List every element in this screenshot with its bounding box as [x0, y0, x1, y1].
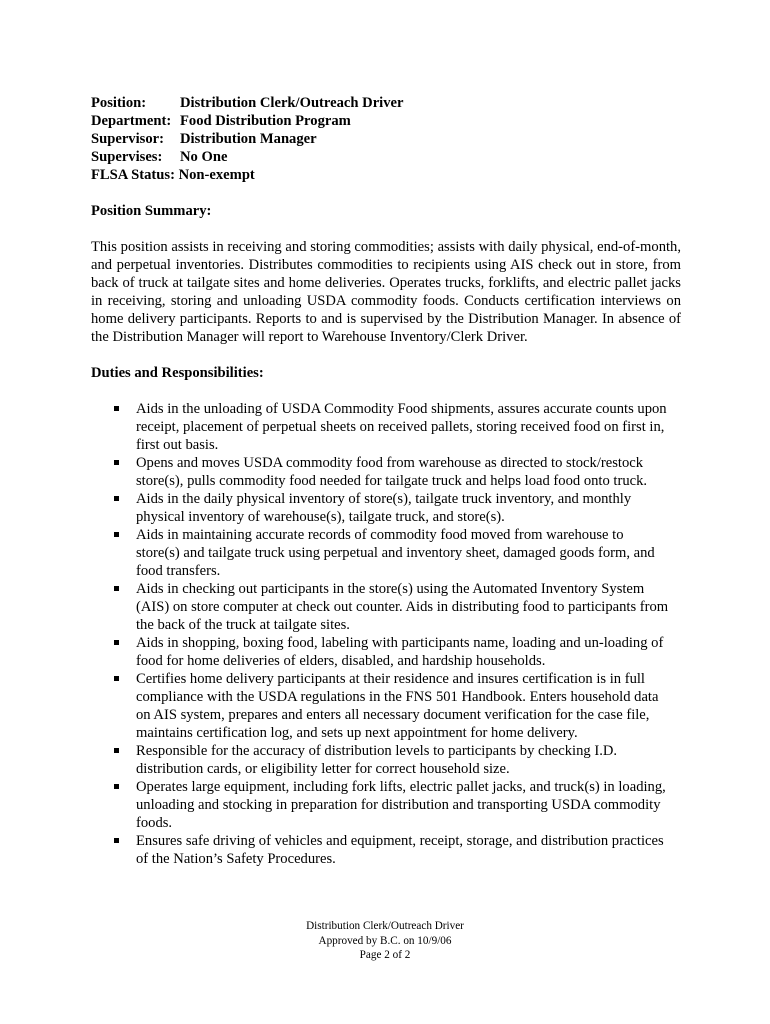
- duty-text: Operates large equipment, including fork lifts, electric pallet jacks, and truck(s) in loading, unloading and stocking in preparation for distribution and transporting USDA commodity foods.: [136, 779, 666, 831]
- position-value: Distribution Clerk/Outreach Driver: [180, 95, 404, 111]
- duty-item: [91, 490, 681, 526]
- square-bullet-icon: [114, 838, 119, 843]
- duty-text: Aids in maintaining accurate records of commodity food moved from warehouse to store(s) and tailgate truck using perpetual and inventory sheet, damaged goods form, and food transfers.: [136, 527, 655, 579]
- square-bullet-icon: [114, 406, 119, 411]
- duty-text: Aids in shopping, boxing food, labeling with participants name, loading and un-loading of food for home deliveries of elders, disabled, and hardship households.: [136, 635, 664, 669]
- duty-item: [91, 580, 681, 634]
- duty-item: [91, 634, 681, 670]
- square-bullet-icon: [114, 532, 119, 537]
- duty-text: Certifies home delivery participants at their residence and insures certification is in full compliance with the USDA regulations in the FNS 501 Handbook. Enters household data on AIS system, prepares and enters all necessary document verification for the case file, maintains certification log, and sets up next appointment for home delivery.: [136, 671, 659, 741]
- duty-text: Aids in the unloading of USDA Commodity Food shipments, assures accurate counts upon receipt, placement of perpetual sheets on received pallets, storing received food on first in, first out basis.: [136, 401, 667, 453]
- position-header: [91, 94, 681, 184]
- duty-item: [91, 400, 681, 454]
- supervisor-label: Supervisor:: [91, 131, 164, 147]
- duty-item: [91, 670, 681, 742]
- summary-heading: Position Summary:: [91, 203, 212, 219]
- duty-item: [91, 454, 681, 490]
- supervises-row: [91, 148, 681, 166]
- flsa-label: FLSA Status:: [91, 167, 175, 183]
- supervisor-value: Distribution Manager: [180, 131, 317, 147]
- department-label: Department:: [91, 113, 172, 129]
- duty-item: [91, 742, 681, 778]
- footer-title: Distribution Clerk/Outreach Driver: [306, 920, 464, 932]
- flsa-row: [91, 166, 681, 184]
- flsa-value: Non-exempt: [178, 167, 255, 183]
- duty-item: [91, 778, 681, 832]
- duties-list: [91, 400, 681, 868]
- footer-approval: Approved by B.C. on 10/9/06: [318, 934, 452, 947]
- duty-text: Opens and moves USDA commodity food from warehouse as directed to stock/restock store(s), pulls commodity food needed for tailgate truck and helps load food onto truck.: [136, 455, 648, 489]
- supervises-value: No One: [180, 149, 228, 165]
- duty-text: Ensures safe driving of vehicles and equipment, receipt, storage, and distribution practices of the Nation’s Safety Procedures.: [136, 833, 664, 867]
- supervises-label: Supervises:: [91, 149, 163, 165]
- document-page: [91, 94, 681, 868]
- duty-text: Aids in checking out participants in the store(s) using the Automated Inventory System (AIS) on store computer at check out counter. Aids in distributing food to participants from the back of the truck at tailgate sites.: [136, 581, 669, 633]
- square-bullet-icon: [114, 496, 119, 501]
- square-bullet-icon: [114, 640, 119, 645]
- square-bullet-icon: [114, 460, 119, 465]
- position-row: [91, 94, 681, 112]
- duties-heading: Duties and Responsibilities:: [91, 365, 264, 381]
- square-bullet-icon: [114, 586, 119, 591]
- department-value: Food Distribution Program: [180, 113, 351, 129]
- page-footer: [0, 919, 770, 963]
- duty-text: Aids in the daily physical inventory of store(s), tailgate truck inventory, and monthly physical inventory of warehouse(s), tailgate truck, and store(s).: [136, 491, 632, 525]
- square-bullet-icon: [114, 748, 119, 753]
- position-label: Position:: [91, 95, 147, 111]
- footer-page-number: Page 2 of 2: [359, 949, 411, 961]
- department-row: [91, 112, 681, 130]
- square-bullet-icon: [114, 784, 119, 789]
- square-bullet-icon: [114, 676, 119, 681]
- duty-item: [91, 832, 681, 868]
- supervisor-row: [91, 130, 681, 148]
- duty-text: Responsible for the accuracy of distribution levels to participants by checking I.D. distribution cards, or eligibility letter for correct household size.: [136, 743, 618, 777]
- summary-paragraph: This position assists in receiving and storing commodities; assists with daily physical, end-of-month, and perpetual inventories. Distributes commodities to recipients using AIS check out in store, from back of truck at tailgate sites and home deliveries. Operates trucks, forklifts, and electric pallet jacks in receiving, storing and unloading USDA commodity foods. Conducts certification interviews on home delivery participants. Reports to and is supervised by the Distribution Manager. In absence of the Distribution Manager will report to Warehouse Inventory/Clerk Driver.: [91, 239, 681, 345]
- duty-item: [91, 526, 681, 580]
